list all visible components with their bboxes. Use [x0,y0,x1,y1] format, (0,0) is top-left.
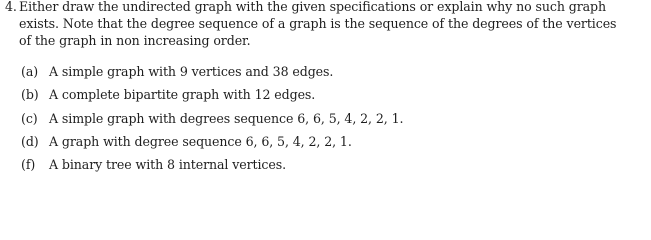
part-a-label: (a) [21,64,39,79]
part-c [21,111,403,127]
part-f [21,157,286,173]
part-d [21,134,352,150]
part-f-label: (f) [21,157,36,172]
part-f-text: A binary tree with 8 internal vertices. [49,157,287,172]
part-c-label: (c) [21,111,38,126]
part-a-text: A simple graph with 9 vertices and 38 edges. [49,64,334,79]
problem-statement-line-1 [5,0,606,15]
problem-statement-line-3: of the graph in non increasing order. [19,33,251,48]
problem-text-line-1: Either draw the undirected graph with the given specifications or explain why no such graph [19,0,607,14]
part-c-text: A simple graph with degrees sequence 6, 6, 5, 4, 2, 2, 1. [49,111,404,126]
part-b-text: A complete bipartite graph with 12 edges. [49,87,316,102]
part-b [21,87,315,103]
problem-statement-line-2: exists. Note that the degree sequence of a graph is the sequence of the degrees of the vertices [19,16,617,31]
part-a [21,64,333,80]
part-d-text: A graph with degree sequence 6, 6, 5, 4, 2, 2, 1. [49,134,352,149]
problem-number: 4. [5,0,17,14]
part-b-label: (b) [21,87,39,102]
part-d-label: (d) [21,134,39,149]
